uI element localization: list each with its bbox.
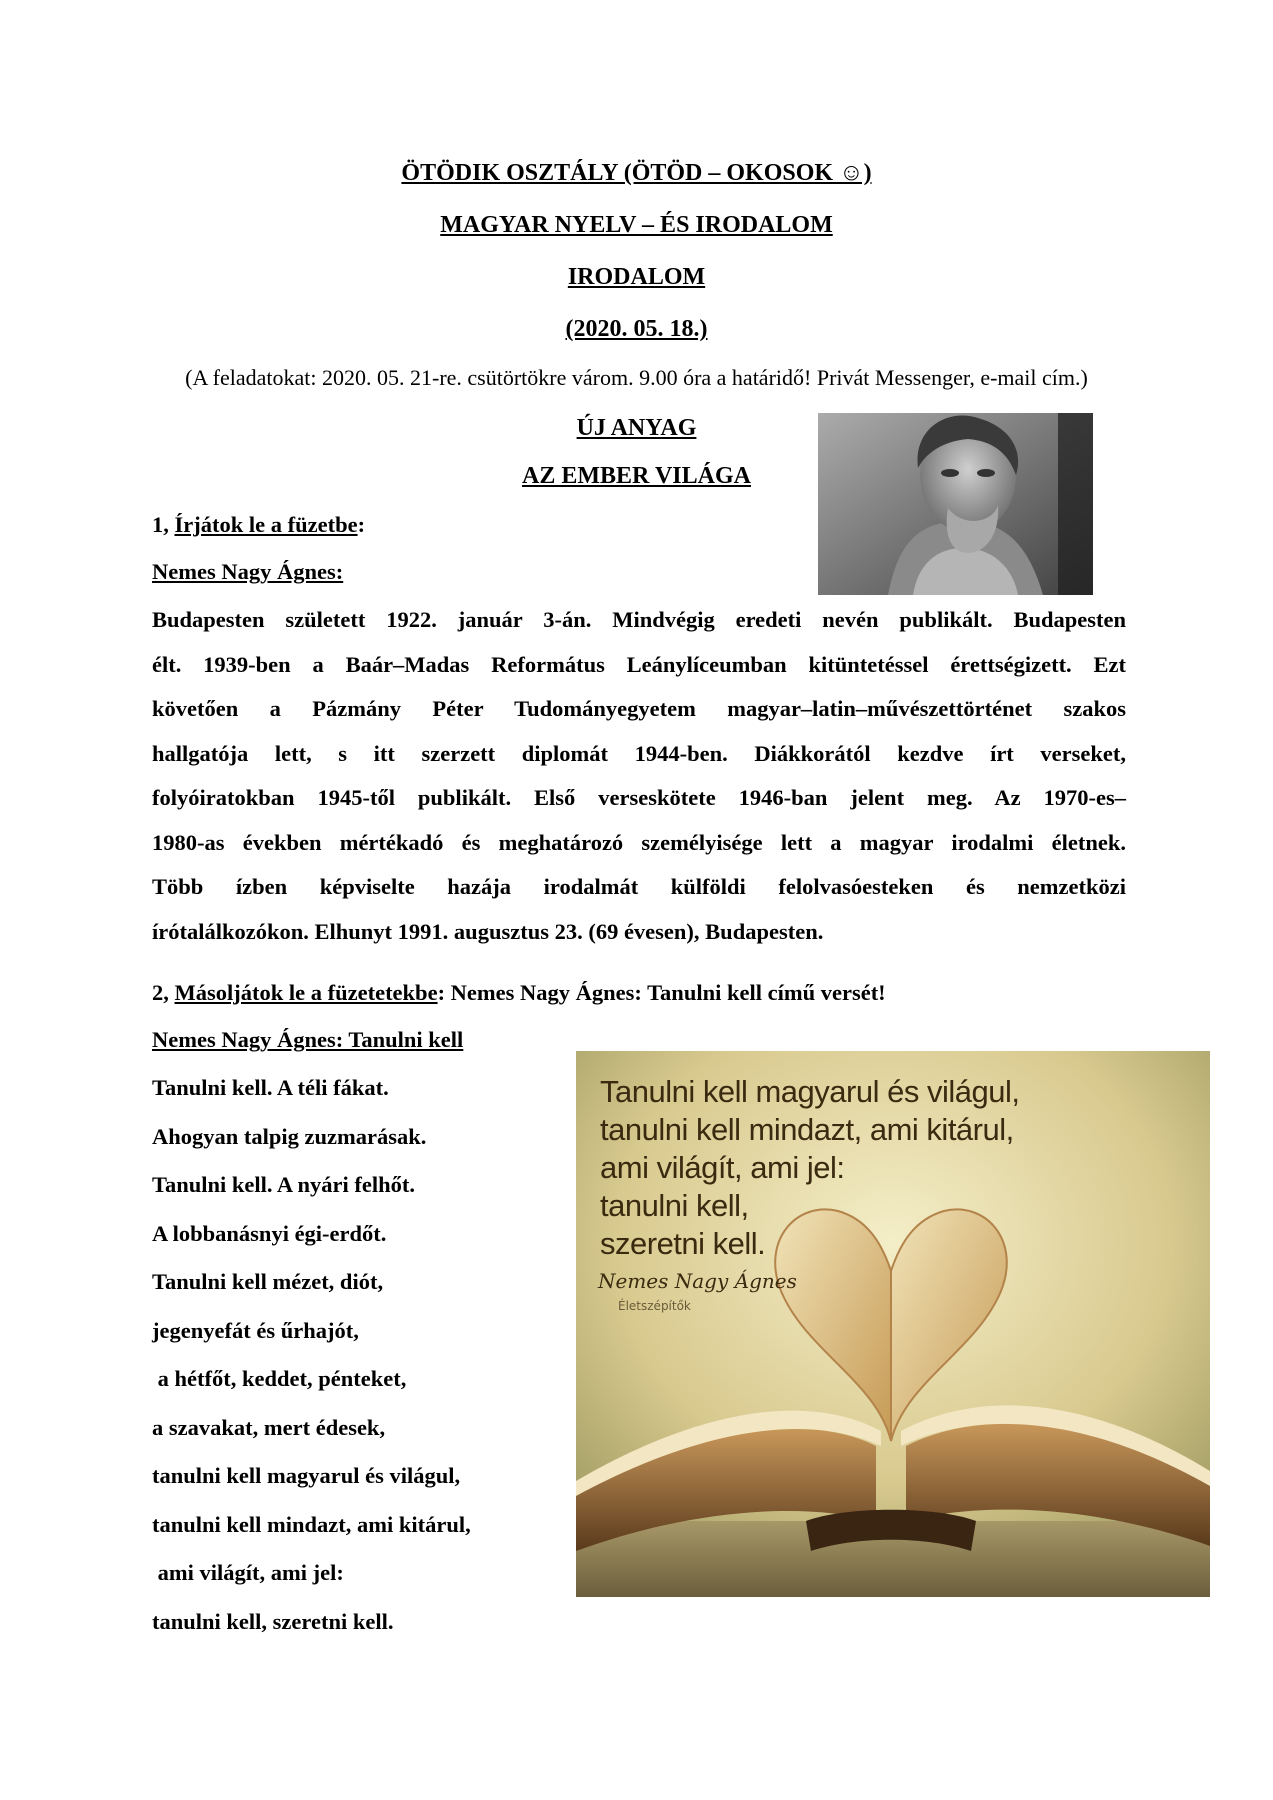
bio-line: követően a Pázmány Péter Tudományegyetem magyar–latin–művészettörténet szakos	[152, 696, 1126, 721]
poem-line: Tanulni kell. A nyári felhőt.	[152, 1172, 415, 1197]
heading-topic: IRODALOM	[567, 264, 706, 290]
bio-line: Több ízben képviselte hazája irodalmát külföldi felolvasóesteken és nemzetközi	[152, 874, 1126, 899]
task1-colon: :	[357, 512, 366, 537]
author-heading: Nemes Nagy Ágnes:	[152, 559, 344, 584]
bio-line: írótalálkozókon. Elhunyt 1991. augusztus 23. (69 évesen), Budapesten.	[152, 918, 824, 944]
poem-line: ami világít, ami jel:	[152, 1560, 344, 1585]
poem-line: a hétfőt, keddet, pénteket,	[152, 1366, 407, 1391]
poem-title: Nemes Nagy Ágnes: Tanulni kell	[152, 1027, 464, 1052]
poem-line: jegenyefát és űrhajót,	[152, 1317, 359, 1343]
poem-line: a szavakat, mert édesek,	[152, 1414, 386, 1440]
poem-quote-image	[576, 1051, 1210, 1597]
author-biography	[152, 598, 1126, 954]
poem-line: tanulni kell mindazt, ami kitárul,	[152, 1511, 471, 1537]
task2-rest: : Nemes Nagy Ágnes: Tanulni kell című versét!	[437, 980, 886, 1005]
section-title-new-material: ÚJ ANYAG	[576, 415, 697, 441]
poem-line: A lobbanásnyi égi-erdőt.	[152, 1220, 387, 1246]
heading-subject: MAGYAR NYELV – ÉS IRODALOM	[440, 212, 833, 238]
bio-line: 1980-as években mértékadó és meghatározó személyisége lett a magyar irodalmi életnek.	[152, 829, 1126, 855]
poem-line: Tanulni kell. A téli fákat.	[152, 1075, 389, 1100]
heading-date: (2020. 05. 18.)	[565, 316, 708, 342]
poem-line: Ahogyan talpig zuzmarásak.	[152, 1123, 427, 1149]
quote-signature: Nemes Nagy Ágnes	[598, 1269, 797, 1293]
quote-line: tanulni kell,	[600, 1188, 749, 1223]
quote-brand-watermark: Életszépítők	[618, 1299, 691, 1313]
poem-text	[152, 1073, 471, 1655]
quote-text	[600, 1073, 1019, 1263]
author-portrait-photo	[818, 413, 1093, 595]
poem-line: Tanulni kell mézet, diót,	[152, 1269, 384, 1294]
bio-line: Budapesten született 1922. január 3-án. Mindvégig eredeti nevén publikált. Budapesten	[152, 607, 1126, 632]
task2-instruction	[152, 978, 886, 1008]
task1-instruction	[152, 510, 365, 540]
heading-class: ÖTÖDIK OSZTÁLY (ÖTÖD – OKOSOK ☺)	[401, 160, 872, 186]
bio-line: folyóiratokban 1945-től publikált. Első verseskötete 1946-ban jelent meg. Az 1970-es–	[152, 785, 1126, 810]
task1-number: 1,	[152, 512, 175, 537]
task2-label: Másoljátok le a füzetetekbe	[174, 980, 438, 1005]
bio-line: élt. 1939-ben a Baár–Madas Református Leánylíceumban kitüntetéssel érettségizett. Ezt	[152, 651, 1126, 677]
quote-line: tanulni kell mindazt, ami kitárul,	[600, 1112, 1014, 1147]
quote-line: Tanulni kell magyarul és világul,	[600, 1074, 1020, 1109]
task2-number: 2,	[152, 980, 175, 1005]
poem-line: tanulni kell magyarul és világul,	[152, 1463, 461, 1488]
deadline-note: (A feladatokat: 2020. 05. 21-re. csütörtökre várom. 9.00 óra a határidő! Privát Messenger, e-mail cím.)	[185, 365, 1088, 390]
section-title-human-world: AZ EMBER VILÁGA	[522, 463, 751, 489]
quote-line: ami világít, ami jel:	[600, 1150, 845, 1185]
task1-label: Írjátok le a füzetbe	[174, 512, 358, 537]
quote-line: szeretni kell.	[600, 1226, 766, 1261]
bio-line: hallgatója lett, s itt szerzett diplomát 1944-ben. Diákkorától kezdve írt verseket,	[152, 740, 1126, 766]
poem-line: tanulni kell, szeretni kell.	[152, 1608, 394, 1634]
